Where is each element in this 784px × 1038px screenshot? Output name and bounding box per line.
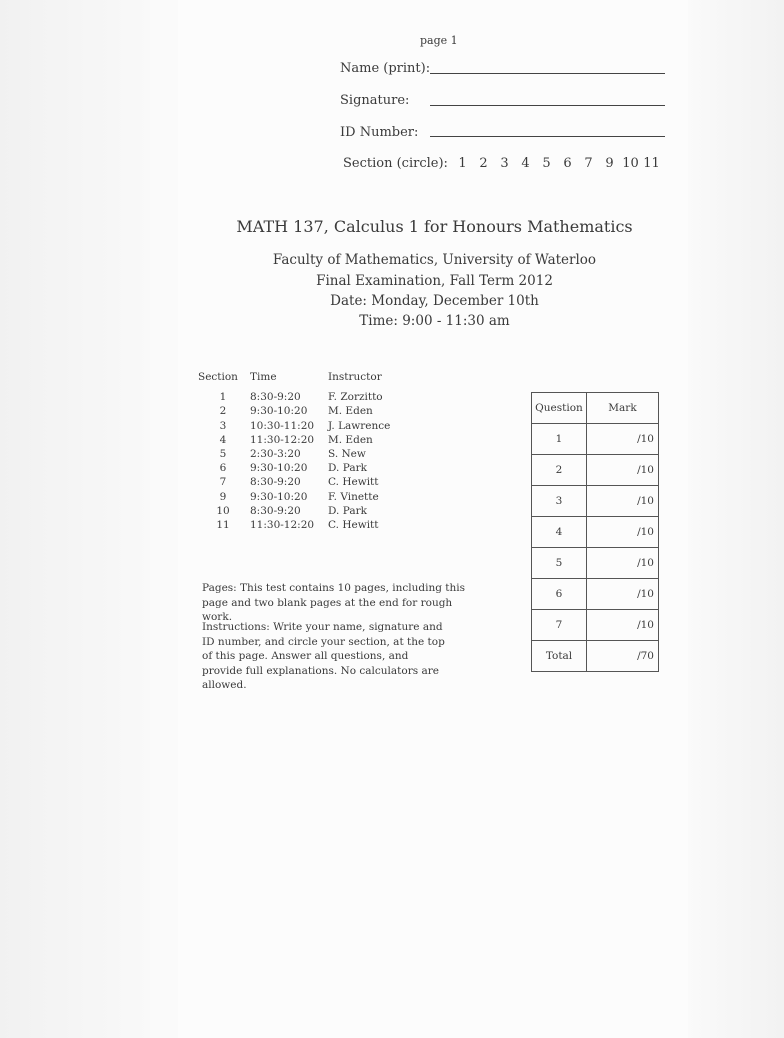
marks-score-cell[interactable]: /10 — [587, 424, 659, 455]
pages-note: Pages: This test contains 10 pages, including this page and two blank pages at the end for rough work. — [202, 582, 466, 623]
faculty-line: Faculty of Mathematics, University of Waterloo — [272, 252, 597, 268]
section-option[interactable]: 5 — [542, 156, 551, 171]
schedule-instructor-cell: M. Eden — [328, 433, 373, 446]
id-number-line[interactable] — [430, 136, 665, 137]
section-option[interactable]: 2 — [479, 156, 488, 171]
section-option[interactable]: 6 — [563, 156, 572, 171]
schedule-instructor-cell: F. Vinette — [328, 490, 379, 503]
section-option[interactable]: 7 — [584, 156, 593, 171]
marks-header-row — [532, 393, 659, 424]
schedule-row — [198, 447, 428, 461]
marks-question-cell: 7 — [532, 610, 587, 641]
schedule-row — [198, 490, 428, 504]
schedule-body — [198, 390, 428, 532]
schedule-time-cell: 11:30-12:20 — [250, 433, 315, 446]
section-option[interactable]: 3 — [500, 156, 509, 171]
schedule-instructor-cell: C. Hewitt — [328, 519, 379, 532]
marks-score-cell[interactable]: /10 — [587, 486, 659, 517]
schedule-header-time: Time — [250, 371, 277, 383]
marks-question-cell: 5 — [532, 548, 587, 579]
marks-row — [532, 610, 659, 641]
schedule-time-cell: 9:30-10:20 — [250, 462, 308, 475]
marks-row — [532, 579, 659, 610]
marks-row — [532, 424, 659, 455]
schedule-instructor-cell: C. Hewitt — [328, 476, 379, 489]
schedule-time-cell: 8:30-9:20 — [250, 391, 301, 404]
schedule-time-cell: 11:30-12:20 — [250, 519, 315, 532]
schedule-header-instructor: Instructor — [328, 371, 382, 383]
schedule-row — [198, 518, 428, 532]
section-option[interactable]: 9 — [605, 156, 614, 171]
scan-left-margin — [0, 0, 150, 1038]
schedule-section-cell: 5 — [219, 448, 227, 461]
section-option[interactable]: 11 — [643, 156, 660, 171]
schedule-time-cell: 2:30-3:20 — [250, 448, 301, 461]
schedule-row — [198, 419, 428, 433]
schedule-instructor-cell: D. Park — [328, 462, 367, 475]
section-schedule-table — [198, 370, 428, 532]
marks-score-cell[interactable]: /10 — [587, 610, 659, 641]
schedule-section-cell: 3 — [219, 419, 227, 432]
schedule-row — [198, 404, 428, 418]
schedule-section-cell: 7 — [219, 476, 227, 489]
schedule-time-cell: 9:30-10:20 — [250, 405, 308, 418]
schedule-row — [198, 433, 428, 447]
instructions-note: Instructions: Write your name, signature and ID number, and circle your section, at the top of this page. Answer all questions, and provide full explanations. No calculators are allowed. — [202, 621, 445, 691]
schedule-instructor-cell: D. Park — [328, 504, 367, 517]
marks-question-cell: 2 — [532, 455, 587, 486]
marks-body — [532, 424, 659, 672]
section-circle-label: Section (circle): — [343, 156, 448, 171]
page-number: page 1 — [420, 34, 458, 47]
exam-type-line: Final Examination, Fall Term 2012 — [316, 273, 553, 289]
schedule-section-cell: 10 — [216, 504, 230, 517]
schedule-section-cell: 9 — [219, 490, 227, 503]
marks-row — [532, 455, 659, 486]
marks-header-mark: Mark — [587, 393, 659, 424]
signature-label: Signature: — [340, 93, 410, 108]
schedule-row — [198, 461, 428, 475]
schedule-instructor-cell: J. Lawrence — [328, 419, 391, 432]
schedule-section-cell: 1 — [219, 391, 227, 404]
exam-date-line: Date: Monday, December 10th — [330, 293, 539, 309]
section-option[interactable]: 10 — [622, 156, 639, 171]
section-circle-row — [343, 156, 662, 171]
marks-question-cell: Total — [532, 641, 587, 672]
schedule-instructor-cell: S. New — [328, 448, 366, 461]
schedule-time-cell: 10:30-11:20 — [250, 419, 315, 432]
marks-question-cell: 3 — [532, 486, 587, 517]
name-line[interactable] — [430, 73, 665, 74]
marks-score-cell[interactable]: /70 — [587, 641, 659, 672]
scan-right-margin — [684, 0, 784, 1038]
name-label: Name (print): — [340, 61, 431, 76]
schedule-instructor-cell: F. Zorzitto — [328, 391, 383, 404]
schedule-instructor-cell: M. Eden — [328, 405, 373, 418]
schedule-section-cell: 2 — [219, 405, 227, 418]
marks-row — [532, 641, 659, 672]
marks-score-cell[interactable]: /10 — [587, 548, 659, 579]
marks-row — [532, 517, 659, 548]
marks-table — [531, 392, 659, 672]
marks-question-cell: 1 — [532, 424, 587, 455]
schedule-time-cell: 8:30-9:20 — [250, 476, 301, 489]
exam-time-line: Time: 9:00 - 11:30 am — [359, 313, 510, 329]
schedule-row — [198, 475, 428, 489]
marks-question-cell: 6 — [532, 579, 587, 610]
schedule-time-cell: 9:30-10:20 — [250, 490, 308, 503]
id-number-label: ID Number: — [340, 125, 419, 140]
schedule-header-section: Section — [198, 371, 238, 383]
marks-score-cell[interactable]: /10 — [587, 455, 659, 486]
signature-line[interactable] — [430, 105, 665, 106]
section-option[interactable]: 1 — [458, 156, 467, 171]
marks-score-cell[interactable]: /10 — [587, 579, 659, 610]
schedule-row — [198, 390, 428, 404]
exam-title: MATH 137, Calculus 1 for Honours Mathematics — [236, 217, 633, 236]
marks-row — [532, 548, 659, 579]
schedule-header-row — [198, 370, 428, 390]
section-option[interactable]: 4 — [521, 156, 530, 171]
schedule-section-cell: 6 — [219, 462, 227, 475]
section-number-list — [452, 156, 662, 171]
marks-header-question: Question — [532, 393, 587, 424]
marks-row — [532, 486, 659, 517]
marks-question-cell: 4 — [532, 517, 587, 548]
schedule-time-cell: 8:30-9:20 — [250, 504, 301, 517]
schedule-section-cell: 11 — [216, 519, 230, 532]
schedule-section-cell: 4 — [219, 433, 227, 446]
marks-score-cell[interactable]: /10 — [587, 517, 659, 548]
schedule-row — [198, 504, 428, 518]
